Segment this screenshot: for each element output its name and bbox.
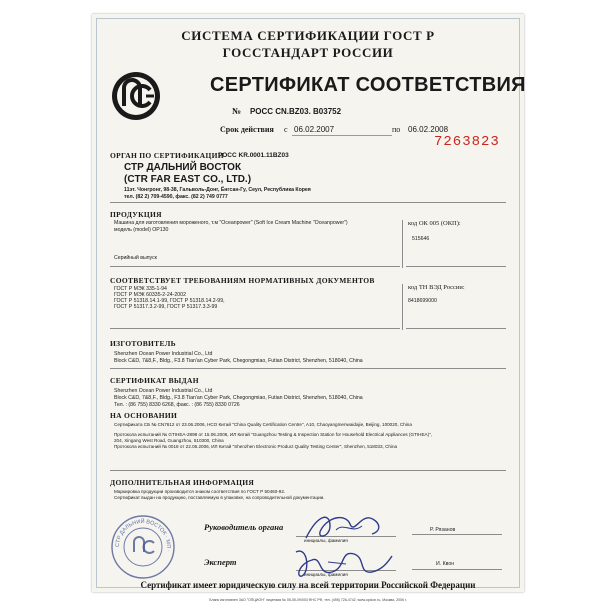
- additional-line-2: Сертификат выдан на продукцию, поставляемую в упаковке, на сопроводительной документации.: [114, 495, 325, 500]
- additional-line-1: Маркировка продукции производится знаком соответствия по ГОСТ Р 50460-92.: [114, 489, 286, 494]
- okp-code-label: код ОК 005 (ОКП):: [408, 220, 461, 227]
- certificate-number: РОСС CN.BZ03. B03752: [250, 107, 342, 116]
- validity-from-word: с: [284, 125, 288, 134]
- expert-name: И. Квон: [436, 561, 455, 567]
- tnved-code-value: 8418699000: [408, 298, 437, 304]
- stamp-text: СТР ДАЛЬНИЙ ВОСТОК · МП ·: [114, 518, 172, 553]
- manufacturer-address: Block C&D, 7&8,F., Bldg., F3.8 Tian'an Cyber Park, Chegongmiao, Futian District, Shenzhen, 518040, China: [114, 358, 363, 364]
- requirement-line-4: ГОСТ Р 51317.3.2-99, ГОСТ Р 51317.3.3-99: [114, 304, 218, 310]
- tnved-code-divider: [402, 284, 403, 330]
- organ-name-en: (CTR FAR EAST CO., LTD.): [124, 174, 252, 185]
- number-prefix: №: [232, 106, 242, 116]
- issued-to-name: Shenzhen Ocean Power Industrial Co., Ltd: [114, 388, 213, 394]
- serial-number: 7263823: [434, 134, 500, 150]
- requirements-label: СООТВЕТСТВУЕТ ТРЕБОВАНИЯМ НОРМАТИВНЫХ ДОКУМЕНТОВ: [110, 276, 375, 285]
- validity-to-word: по: [392, 125, 401, 134]
- expert-name-line: [412, 569, 502, 570]
- validity-from-date: 06.02.2007: [294, 125, 335, 134]
- organ-phone: тел. (82 2) 709-4590, факс. (82 2) 749 0777: [124, 194, 228, 200]
- blank-print-info: Бланк изготовлен ЗАО "ОПЦИОН" лицензия № 05-05-09/003 ФНС РФ, тел. (495) 726-4742, www.opcion.ru, Москва, 2006 г.: [209, 598, 407, 602]
- agency-title: ГОССТАНДАРТ РОССИИ: [222, 45, 394, 60]
- requirement-line-3: ГОСТ Р 51318.14.1-99, ГОСТ Р 51318.14.2-99,: [114, 298, 225, 304]
- certificate-sheet: [92, 14, 526, 602]
- organ-name-ru: СТР ДАЛЬНИЙ ВОСТОК: [124, 162, 242, 173]
- requirement-line-1: ГОСТ Р МЭК 335-1-94: [114, 286, 167, 292]
- issued-to-phone: Тел. : (86 755) 8330 6268, факс. : (86 755) 8330 0726: [114, 402, 240, 408]
- manufacturer-rule: [110, 368, 506, 369]
- organ-address: 11эт. Чонгронг, 98-38, Гальволь-Донг, Ёнгсан-Гу, Сеул, Республика Корея: [124, 187, 311, 193]
- manufacturer-label: ИЗГОТОВИТЕЛЬ: [110, 339, 176, 348]
- product-batch: Серийный выпуск: [114, 255, 157, 261]
- organ-code: РОСС KR.0001.11BZ03: [218, 152, 289, 159]
- additional-label: ДОПОЛНИТЕЛЬНАЯ ИНФОРМАЦИЯ: [110, 478, 255, 487]
- basis-line-3: 204, Xingang West Road, Guangzhou, 510300, China: [114, 438, 224, 443]
- validity-underline: [292, 135, 392, 136]
- organ-rule: [110, 202, 506, 203]
- product-code-divider: [402, 220, 403, 268]
- product-line-1: Машина для изготовления мороженого, т.м "Oceanpower" (Soft Ice Cream Machine "Oceanpower"): [114, 220, 348, 226]
- issued-to-address: Block C&D, 7&8,F., Bldg., F3.8 Tian'an Cyber Park, Chegongmiao, Futian District, Shenzhen, 518040, China: [114, 395, 363, 401]
- validity-label: Срок действия: [220, 125, 274, 134]
- organ-label: ОРГАН ПО СЕРТИФИКАЦИИ: [110, 151, 224, 160]
- product-line-2: модель (model) OP130: [114, 227, 169, 233]
- manufacturer-name: Shenzhen Ocean Power Industrial Co., Ltd: [114, 351, 213, 357]
- tnved-code-rule: [406, 328, 506, 329]
- system-title: СИСТЕМА СЕРТИФИКАЦИИ ГОСТ Р: [181, 28, 435, 43]
- head-name: Р. Рязанов: [430, 527, 456, 533]
- gost-logo-icon: [110, 70, 162, 122]
- requirements-rule: [110, 328, 400, 329]
- requirement-line-2: ГОСТ Р МЭК 60335-2-24-2002: [114, 292, 186, 298]
- basis-label: НА ОСНОВАНИИ: [110, 411, 178, 420]
- organ-stamp-icon: [110, 514, 176, 580]
- expert-signature-label: Эксперт: [204, 557, 237, 567]
- head-signature-caption: инициалы, фамилия: [304, 538, 348, 543]
- basis-line-2: Протокола испытаний № GTIHEA-2898 от 15.06.2006, ИЛ Китай "Guangzhou Testing & Inspection Station for Household Electrical Appliances (GTIHEA)",: [114, 432, 433, 437]
- okp-code-rule: [406, 266, 506, 267]
- basis-line-1: Сертификата CБ № CN7612 от 23.06.2006, НСО Китай "China Quality Certification Centre", A10, Chaoyangmenwaidajie, Beijing, 100020, China: [114, 422, 412, 427]
- validity-to-date: 06.02.2008: [408, 125, 449, 134]
- tnved-code-label: код ТН ВЭД России:: [408, 284, 465, 291]
- expert-signature-icon: [288, 542, 398, 584]
- head-signature-label: Руководитель органа: [204, 522, 284, 532]
- issued-to-label: СЕРТИФИКАТ ВЫДАН: [110, 376, 199, 385]
- okp-code-value: 515646: [412, 236, 430, 242]
- product-label: ПРОДУКЦИЯ: [110, 210, 162, 219]
- basis-rule: [110, 470, 506, 471]
- certificate-title: СЕРТИФИКАТ СООТВЕТСТВИЯ: [210, 74, 526, 96]
- expert-signature-caption: инициалы, фамилия: [304, 572, 348, 577]
- basis-line-4: Протокола испытаний № 0018 от 22.06.2006, ИЛ Китай "Shenzhen Electronic Product Quality Testing Center", Shenzhen, 518033, China: [114, 444, 398, 449]
- product-rule: [110, 266, 400, 267]
- head-name-line: [412, 534, 502, 535]
- legal-footer: Сертификат имеет юридическую силу на всей территории Российской Федерации: [140, 580, 476, 590]
